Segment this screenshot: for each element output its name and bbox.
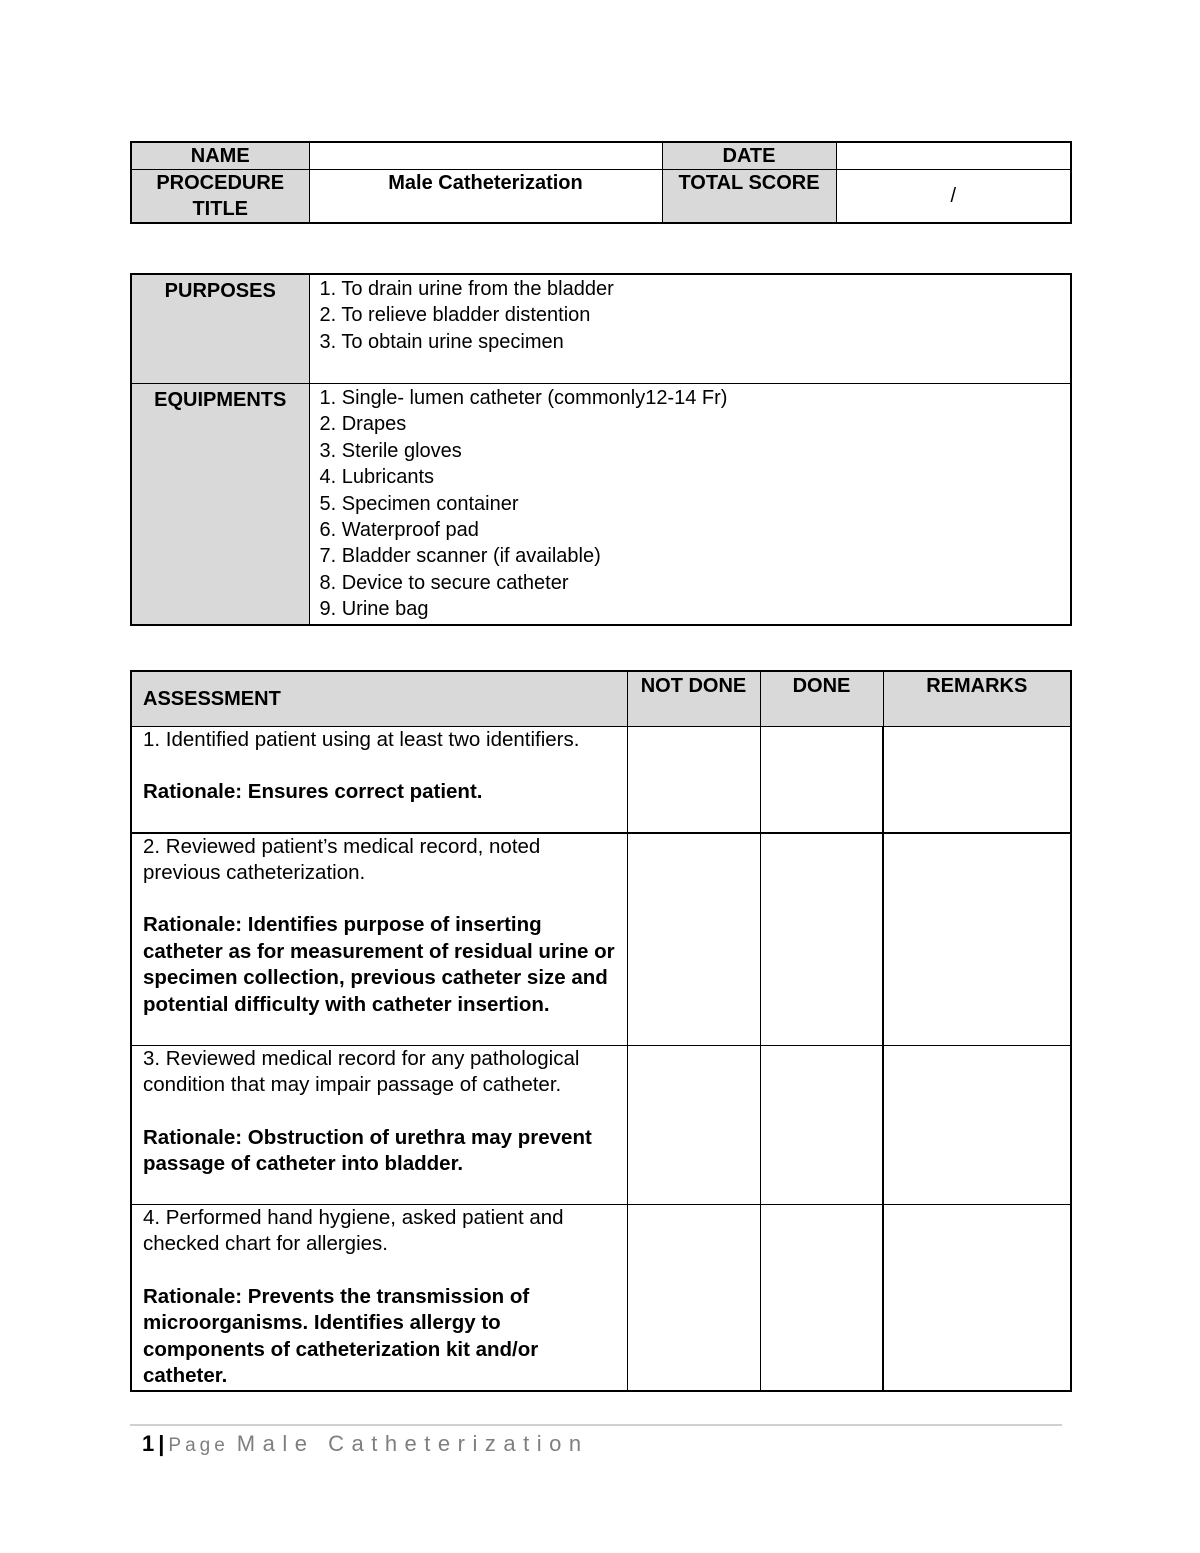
equipment-item: 5. Specimen container — [319, 492, 519, 515]
equipment-item: 2. Drapes — [319, 413, 407, 436]
done-checkbox-cell[interactable] — [760, 1046, 883, 1205]
date-label: DATE — [662, 142, 836, 170]
footer-separator: | — [158, 1431, 165, 1456]
assessment-step — [131, 1205, 627, 1391]
procedure-title-value: Male Catheterization — [309, 170, 662, 224]
not-done-checkbox-cell[interactable] — [627, 1205, 760, 1391]
not-done-column-header: NOT DONE — [627, 671, 760, 727]
remarks-cell[interactable] — [883, 1205, 1071, 1391]
remarks-cell[interactable] — [883, 727, 1071, 833]
assessment-table — [130, 670, 1072, 1392]
purposes-list-cell — [309, 274, 1071, 384]
equipment-item: 4. Lubricants — [319, 466, 435, 489]
assessment-step — [131, 833, 627, 1046]
name-label: NAME — [131, 142, 309, 170]
not-done-checkbox-cell[interactable] — [627, 833, 760, 1046]
page-footer — [142, 1430, 589, 1460]
done-checkbox-cell[interactable] — [760, 1205, 883, 1391]
remarks-column-header: REMARKS — [883, 671, 1071, 727]
step-rationale: Rationale: Ensures correct patient. — [143, 780, 483, 804]
date-field[interactable] — [836, 142, 1071, 170]
not-done-checkbox-cell[interactable] — [627, 1046, 760, 1205]
table-row — [131, 1046, 1071, 1205]
purpose-item: 2. To relieve bladder distention — [319, 304, 591, 327]
remarks-cell[interactable] — [883, 833, 1071, 1046]
name-field[interactable] — [309, 142, 662, 170]
equipments-list-cell — [309, 384, 1071, 626]
equipment-item: 9. Urine bag — [319, 598, 429, 621]
header-table — [130, 141, 1072, 224]
table-row — [131, 833, 1071, 1046]
purpose-item: 1. To drain urine from the bladder — [319, 278, 614, 300]
procedure-title-label: PROCEDURE TITLE — [131, 170, 309, 224]
assessment-column-header: ASSESSMENT — [131, 671, 627, 727]
equipment-item: 8. Device to secure catheter — [319, 571, 569, 594]
purpose-item: 3. To obtain urine specimen — [319, 330, 564, 353]
remarks-cell[interactable] — [883, 1046, 1071, 1205]
footer-divider — [130, 1424, 1062, 1426]
equipment-item: 1. Single- lumen catheter (commonly12-14 Fr) — [319, 387, 728, 409]
step-text: 3. Reviewed medical record for any pathological condition that may impair passage of catheter. — [143, 1047, 580, 1097]
purposes-equipments-table — [130, 273, 1072, 626]
footer-title: Male Catheterization — [236, 1431, 589, 1456]
purposes-list — [310, 275, 1071, 355]
step-text: 1. Identified patient using at least two identifiers. — [143, 728, 580, 751]
step-text: 2. Reviewed patient’s medical record, noted previous catheterization. — [143, 834, 541, 884]
page-number: 1 — [142, 1431, 155, 1456]
equipment-item: 3. Sterile gloves — [319, 439, 462, 462]
assessment-step — [131, 1046, 627, 1205]
total-score-field[interactable]: / — [836, 170, 1071, 224]
table-row — [131, 1205, 1071, 1391]
equipment-item: 6. Waterproof pad — [319, 519, 479, 542]
assessment-step — [131, 727, 627, 833]
step-rationale: Rationale: Identifies purpose of inserting catheter as for measurement of residual urine or specimen collection, previous catheter size and potential difficulty with catheter insertion. — [143, 913, 615, 1016]
total-score-label: TOTAL SCORE — [662, 170, 836, 224]
step-text: 4. Performed hand hygiene, asked patient and checked chart for allergies. — [143, 1206, 564, 1256]
done-checkbox-cell[interactable] — [760, 833, 883, 1046]
equipments-label: EQUIPMENTS — [131, 384, 309, 626]
page-label: Page — [168, 1435, 229, 1456]
table-row — [131, 727, 1071, 833]
step-rationale: Rationale: Obstruction of urethra may prevent passage of catheter into bladder. — [143, 1125, 592, 1176]
equipment-item: 7. Bladder scanner (if available) — [319, 545, 601, 568]
done-checkbox-cell[interactable] — [760, 727, 883, 833]
purposes-label: PURPOSES — [131, 274, 309, 384]
assessment-header-row — [131, 671, 1071, 727]
equipments-list — [310, 384, 1071, 623]
not-done-checkbox-cell[interactable] — [627, 727, 760, 833]
step-rationale: Rationale: Prevents the transmission of microorganisms. Identifies allergy to components of catheterization kit and/or catheter. — [143, 1284, 539, 1388]
done-column-header: DONE — [760, 671, 883, 727]
